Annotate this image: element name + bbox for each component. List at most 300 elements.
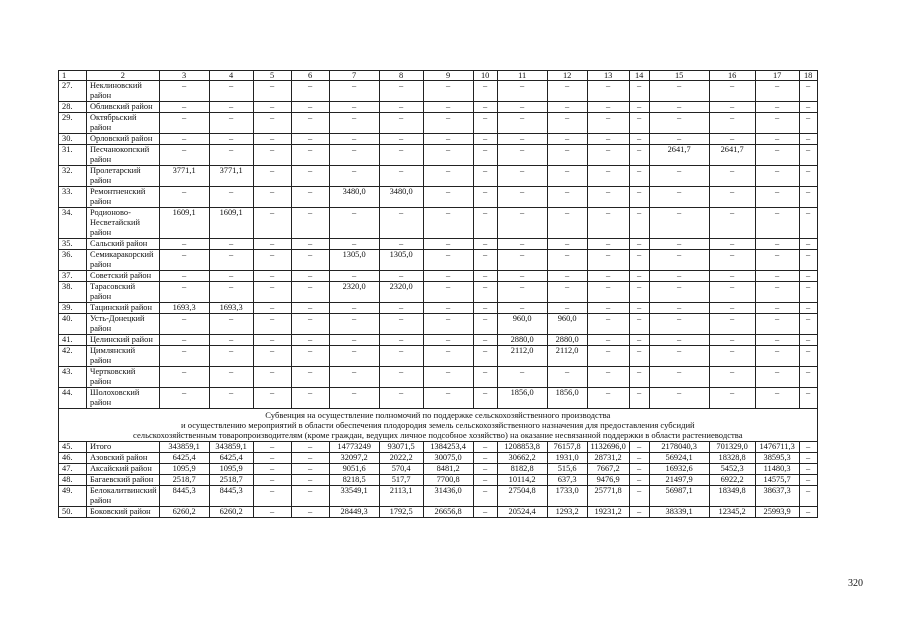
value-cell: –	[587, 303, 629, 314]
value-cell: –	[329, 166, 379, 187]
value-cell: –	[755, 187, 799, 208]
value-cell: 12345,2	[709, 507, 755, 518]
value-cell: –	[709, 187, 755, 208]
value-cell: –	[379, 303, 423, 314]
value-cell: 3480,0	[379, 187, 423, 208]
value-cell: –	[379, 271, 423, 282]
value-cell: –	[253, 166, 291, 187]
section-heading-line: сельскохозяйственным товаропроизводителям (кроме граждан, ведущих личное подсобное хозяйство) на оказание несвязанной поддержки в области растениеводства	[133, 430, 743, 440]
value-cell: 3771,1	[159, 166, 209, 187]
table-row	[59, 208, 818, 239]
value-cell: –	[587, 145, 629, 166]
value-cell: –	[329, 367, 379, 388]
value-cell: –	[799, 486, 817, 507]
value-cell: 1609,1	[209, 208, 253, 239]
value-cell: –	[291, 335, 329, 346]
table-row	[59, 271, 818, 282]
value-cell: –	[473, 81, 497, 102]
value-cell: –	[799, 282, 817, 303]
value-cell: –	[253, 346, 291, 367]
value-cell: –	[159, 335, 209, 346]
value-cell: –	[253, 271, 291, 282]
value-cell: –	[629, 475, 649, 486]
value-cell: –	[473, 145, 497, 166]
value-cell: –	[329, 346, 379, 367]
value-cell: –	[423, 145, 473, 166]
value-cell: –	[423, 388, 473, 409]
value-cell: –	[291, 346, 329, 367]
value-cell: –	[755, 102, 799, 113]
value-cell: –	[709, 314, 755, 335]
district-name: Шолоховский район	[87, 388, 160, 409]
value-cell: 31436,0	[423, 486, 473, 507]
value-cell: 1305,0	[329, 250, 379, 271]
value-cell: –	[473, 239, 497, 250]
value-cell: –	[649, 303, 709, 314]
value-cell: –	[291, 453, 329, 464]
value-cell: –	[291, 388, 329, 409]
value-cell: –	[587, 134, 629, 145]
value-cell: 9051,6	[329, 464, 379, 475]
value-cell: –	[799, 271, 817, 282]
district-name: Тацинский район	[87, 303, 160, 314]
value-cell: –	[709, 113, 755, 134]
value-cell: –	[629, 145, 649, 166]
row-number: 36.	[59, 250, 87, 271]
value-cell: –	[159, 102, 209, 113]
value-cell: –	[291, 239, 329, 250]
value-cell: –	[587, 335, 629, 346]
value-cell: –	[159, 239, 209, 250]
table-row	[59, 486, 818, 507]
value-cell: –	[379, 145, 423, 166]
table-row	[59, 442, 818, 453]
value-cell: –	[253, 81, 291, 102]
value-cell: –	[799, 388, 817, 409]
value-cell: –	[379, 367, 423, 388]
value-cell: –	[291, 475, 329, 486]
value-cell: –	[547, 303, 587, 314]
value-cell: –	[423, 208, 473, 239]
value-cell: –	[649, 314, 709, 335]
value-cell: –	[497, 282, 547, 303]
value-cell: –	[799, 102, 817, 113]
value-cell: 6425,4	[209, 453, 253, 464]
table-row	[59, 134, 818, 145]
row-number: 47.	[59, 464, 87, 475]
value-cell: –	[473, 303, 497, 314]
value-cell: –	[379, 166, 423, 187]
district-name: Обливский район	[87, 102, 160, 113]
value-cell: 25993,9	[755, 507, 799, 518]
value-cell: 1132696,0	[587, 442, 629, 453]
value-cell: –	[473, 486, 497, 507]
value-cell: –	[799, 314, 817, 335]
value-cell: –	[547, 166, 587, 187]
value-cell: 56924,1	[649, 453, 709, 464]
value-cell: –	[799, 335, 817, 346]
value-cell: –	[473, 113, 497, 134]
value-cell: 960,0	[497, 314, 547, 335]
value-cell: –	[329, 81, 379, 102]
value-cell: –	[473, 314, 497, 335]
row-number: 43.	[59, 367, 87, 388]
value-cell: –	[253, 250, 291, 271]
value-cell: –	[497, 166, 547, 187]
row-number: 39.	[59, 303, 87, 314]
value-cell: –	[629, 442, 649, 453]
value-cell: –	[587, 208, 629, 239]
value-cell: –	[473, 367, 497, 388]
value-cell: 1931,0	[547, 453, 587, 464]
value-cell: –	[209, 134, 253, 145]
table-row	[59, 464, 818, 475]
value-cell: –	[497, 367, 547, 388]
value-cell: –	[473, 507, 497, 518]
value-cell: –	[329, 134, 379, 145]
value-cell: –	[209, 314, 253, 335]
value-cell: 2641,7	[709, 145, 755, 166]
value-cell: 6425,4	[159, 453, 209, 464]
value-cell: –	[291, 134, 329, 145]
value-cell: –	[709, 250, 755, 271]
value-cell: –	[379, 208, 423, 239]
value-cell: –	[799, 453, 817, 464]
table-row	[59, 507, 818, 518]
header-cell: 11	[497, 71, 547, 81]
value-cell: –	[291, 303, 329, 314]
value-cell: –	[547, 282, 587, 303]
header-cell: 12	[547, 71, 587, 81]
value-cell: –	[423, 239, 473, 250]
value-cell: –	[379, 102, 423, 113]
row-number: 49.	[59, 486, 87, 507]
value-cell: –	[649, 102, 709, 113]
row-number: 37.	[59, 271, 87, 282]
value-cell: 2112,0	[497, 346, 547, 367]
table-row	[59, 81, 818, 102]
value-cell: –	[497, 102, 547, 113]
value-cell: –	[423, 102, 473, 113]
value-cell: –	[329, 102, 379, 113]
value-cell: –	[253, 282, 291, 303]
value-cell: –	[497, 113, 547, 134]
value-cell: –	[547, 208, 587, 239]
value-cell: 1095,9	[159, 464, 209, 475]
header-cell: 10	[473, 71, 497, 81]
value-cell: 18328,8	[709, 453, 755, 464]
value-cell: –	[253, 145, 291, 166]
value-cell: 28449,3	[329, 507, 379, 518]
value-cell: –	[755, 335, 799, 346]
value-cell: –	[649, 166, 709, 187]
value-cell: 517,7	[379, 475, 423, 486]
value-cell: –	[709, 388, 755, 409]
value-cell: –	[379, 346, 423, 367]
district-name: Тарасовский район	[87, 282, 160, 303]
value-cell: –	[547, 271, 587, 282]
value-cell: –	[423, 271, 473, 282]
value-cell: –	[799, 187, 817, 208]
value-cell: –	[709, 102, 755, 113]
district-name: Родионово-Несветайский район	[87, 208, 160, 239]
value-cell: –	[291, 208, 329, 239]
value-cell: –	[159, 113, 209, 134]
value-cell: 1792,5	[379, 507, 423, 518]
value-cell: –	[799, 475, 817, 486]
value-cell: –	[649, 271, 709, 282]
row-number: 44.	[59, 388, 87, 409]
value-cell: –	[755, 134, 799, 145]
district-name: Усть-Донецкий район	[87, 314, 160, 335]
value-cell: –	[497, 239, 547, 250]
value-cell: –	[629, 239, 649, 250]
value-cell: –	[379, 388, 423, 409]
header-row	[59, 71, 818, 81]
value-cell: –	[547, 367, 587, 388]
value-cell: –	[329, 303, 379, 314]
value-cell: –	[497, 145, 547, 166]
value-cell: 2880,0	[547, 335, 587, 346]
value-cell: –	[629, 314, 649, 335]
row-number: 33.	[59, 187, 87, 208]
value-cell: 93071,5	[379, 442, 423, 453]
value-cell: –	[291, 81, 329, 102]
value-cell: –	[799, 442, 817, 453]
value-cell: 19231,2	[587, 507, 629, 518]
value-cell: –	[253, 464, 291, 475]
value-cell: –	[291, 113, 329, 134]
value-cell: –	[209, 388, 253, 409]
value-cell: –	[755, 271, 799, 282]
value-cell: 16932,6	[649, 464, 709, 475]
table-row	[59, 346, 818, 367]
district-name: Песчанокопский район	[87, 145, 160, 166]
value-cell: –	[799, 464, 817, 475]
value-cell: 6260,2	[159, 507, 209, 518]
row-number: 27.	[59, 81, 87, 102]
value-cell: –	[159, 282, 209, 303]
value-cell: –	[649, 367, 709, 388]
value-cell: –	[253, 134, 291, 145]
value-cell: 33549,1	[329, 486, 379, 507]
value-cell: –	[587, 346, 629, 367]
district-name: Целинский район	[87, 335, 160, 346]
value-cell: –	[629, 113, 649, 134]
value-cell: –	[649, 239, 709, 250]
value-cell: –	[709, 346, 755, 367]
value-cell: –	[473, 475, 497, 486]
table-row	[59, 453, 818, 464]
value-cell: –	[291, 250, 329, 271]
value-cell: 6260,2	[209, 507, 253, 518]
section-heading-line: и осуществлению мероприятий в области обеспечения плодородия земель сельскохозяйственного назначения для предоставления субсидий	[180, 420, 695, 430]
value-cell: –	[649, 250, 709, 271]
value-cell: –	[253, 442, 291, 453]
header-cell: 15	[649, 71, 709, 81]
value-cell: 6922,2	[709, 475, 755, 486]
value-cell: –	[253, 507, 291, 518]
value-cell: –	[291, 367, 329, 388]
row-number: 30.	[59, 134, 87, 145]
table-row	[59, 314, 818, 335]
value-cell: –	[755, 145, 799, 166]
value-cell: –	[423, 303, 473, 314]
page-number: 320	[848, 578, 863, 589]
value-cell: –	[329, 145, 379, 166]
value-cell: –	[587, 250, 629, 271]
value-cell: 343859,1	[159, 442, 209, 453]
value-cell: 1305,0	[379, 250, 423, 271]
value-cell: 2022,2	[379, 453, 423, 464]
value-cell: 38339,1	[649, 507, 709, 518]
value-cell: 1208853,8	[497, 442, 547, 453]
value-cell: –	[159, 367, 209, 388]
value-cell: –	[209, 367, 253, 388]
row-number: 40.	[59, 314, 87, 335]
value-cell: –	[209, 271, 253, 282]
value-cell: –	[473, 134, 497, 145]
value-cell: –	[209, 113, 253, 134]
value-cell: –	[209, 239, 253, 250]
value-cell: –	[755, 208, 799, 239]
value-cell: 1095,9	[209, 464, 253, 475]
district-name: Белокалитвинский район	[87, 486, 160, 507]
value-cell: –	[473, 464, 497, 475]
budget-table	[58, 70, 818, 518]
value-cell: –	[629, 208, 649, 239]
value-cell: –	[291, 282, 329, 303]
value-cell: –	[159, 388, 209, 409]
value-cell: 8445,3	[159, 486, 209, 507]
header-cell: 8	[379, 71, 423, 81]
value-cell: –	[629, 464, 649, 475]
table-row	[59, 335, 818, 346]
value-cell: 76157,8	[547, 442, 587, 453]
header-cell: 16	[709, 71, 755, 81]
value-cell: –	[329, 113, 379, 134]
value-cell: –	[209, 187, 253, 208]
value-cell: 570,4	[379, 464, 423, 475]
value-cell: 25771,8	[587, 486, 629, 507]
value-cell: –	[253, 187, 291, 208]
value-cell: –	[629, 271, 649, 282]
value-cell: –	[423, 346, 473, 367]
value-cell: –	[799, 507, 817, 518]
value-cell: 1293,2	[547, 507, 587, 518]
district-name: Багаевский район	[87, 475, 160, 486]
value-cell: –	[159, 250, 209, 271]
value-cell: –	[799, 81, 817, 102]
value-cell: –	[649, 113, 709, 134]
value-cell: –	[473, 250, 497, 271]
value-cell: –	[379, 81, 423, 102]
value-cell: 515,6	[547, 464, 587, 475]
district-name: Аксайский район	[87, 464, 160, 475]
value-cell: –	[423, 187, 473, 208]
table-row	[59, 187, 818, 208]
value-cell: –	[497, 271, 547, 282]
value-cell: –	[629, 367, 649, 388]
value-cell: –	[755, 367, 799, 388]
value-cell: –	[799, 145, 817, 166]
value-cell: –	[253, 388, 291, 409]
value-cell: –	[253, 453, 291, 464]
value-cell: 56987,1	[649, 486, 709, 507]
value-cell: –	[799, 134, 817, 145]
value-cell: –	[587, 239, 629, 250]
value-cell: –	[587, 81, 629, 102]
header-cell: 9	[423, 71, 473, 81]
value-cell: 701329,0	[709, 442, 755, 453]
value-cell: –	[159, 346, 209, 367]
table-body	[59, 71, 818, 518]
value-cell: –	[379, 134, 423, 145]
value-cell: 637,3	[547, 475, 587, 486]
value-cell: –	[649, 81, 709, 102]
value-cell: 2518,7	[209, 475, 253, 486]
row-number: 34.	[59, 208, 87, 239]
value-cell: –	[587, 113, 629, 134]
value-cell: 1856,0	[547, 388, 587, 409]
district-name: Пролетарский район	[87, 166, 160, 187]
value-cell: –	[209, 145, 253, 166]
value-cell: –	[497, 250, 547, 271]
value-cell: –	[423, 250, 473, 271]
value-cell: –	[629, 335, 649, 346]
value-cell: –	[329, 388, 379, 409]
value-cell: 2641,7	[649, 145, 709, 166]
value-cell: 8182,8	[497, 464, 547, 475]
value-cell: –	[291, 507, 329, 518]
value-cell: 2112,0	[547, 346, 587, 367]
value-cell: –	[709, 239, 755, 250]
value-cell: –	[473, 166, 497, 187]
value-cell: –	[547, 102, 587, 113]
value-cell: –	[587, 271, 629, 282]
value-cell: –	[649, 208, 709, 239]
header-cell: 4	[209, 71, 253, 81]
value-cell: –	[799, 367, 817, 388]
value-cell: 30075,0	[423, 453, 473, 464]
value-cell: –	[587, 166, 629, 187]
value-cell: 2518,7	[159, 475, 209, 486]
value-cell: –	[291, 187, 329, 208]
table-row	[59, 367, 818, 388]
header-cell: 5	[253, 71, 291, 81]
value-cell: 11480,3	[755, 464, 799, 475]
value-cell: –	[709, 134, 755, 145]
value-cell: –	[587, 102, 629, 113]
value-cell: –	[799, 250, 817, 271]
district-name: Чертковский район	[87, 367, 160, 388]
value-cell: –	[329, 239, 379, 250]
value-cell: –	[253, 102, 291, 113]
value-cell: 2880,0	[497, 335, 547, 346]
value-cell: –	[497, 81, 547, 102]
table-row	[59, 166, 818, 187]
value-cell: –	[709, 81, 755, 102]
district-name: Орловский район	[87, 134, 160, 145]
value-cell: 1693,3	[159, 303, 209, 314]
value-cell: –	[799, 346, 817, 367]
district-name: Цимлянский район	[87, 346, 160, 367]
value-cell: –	[423, 113, 473, 134]
value-cell: –	[473, 346, 497, 367]
value-cell: 1733,0	[547, 486, 587, 507]
value-cell: –	[547, 81, 587, 102]
value-cell: 14773249	[329, 442, 379, 453]
